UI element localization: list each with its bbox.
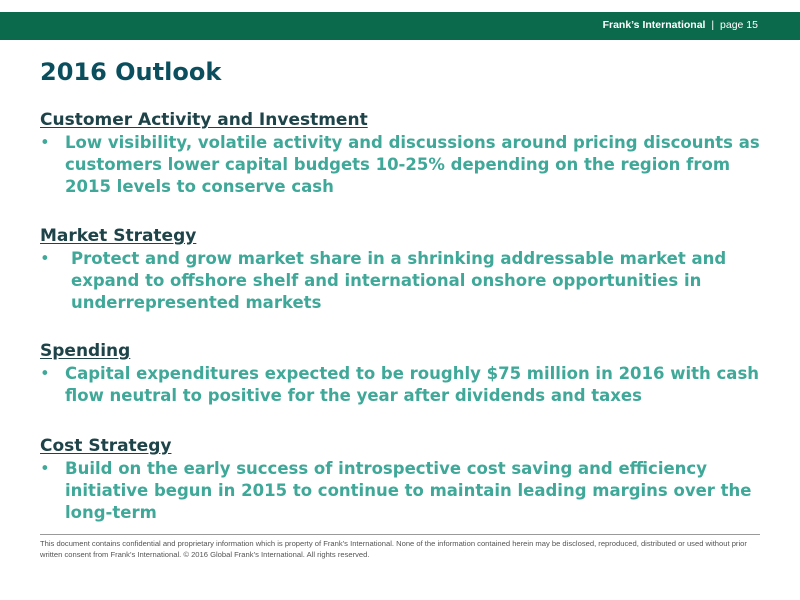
section-spending [40, 340, 770, 407]
bullet-item [40, 132, 770, 198]
bullet-icon: • [40, 364, 50, 383]
bullet-text: Low visibility, volatile activity and discussions around pricing discounts as customers lower capital budgets 10-25% depending on the region from 2015 levels to conserve cash [65, 133, 760, 196]
page-title: 2016 Outlook [40, 58, 222, 86]
section-heading: Spending [40, 341, 131, 361]
footer-divider [40, 534, 760, 535]
section-heading: Market Strategy [40, 226, 197, 246]
footer-disclaimer: This document contains confidential and proprietary information which is property of Frank’s International. None of the information contained herein may be disclosed, reproduced, distributed or used without prior written consent from Frank’s International. © 2016 Global Frank’s International. All rights reserved. [40, 539, 747, 559]
section-customer-activity [40, 109, 770, 198]
company-name: Frank’s International [602, 19, 706, 31]
bullet-text: Capital expenditures expected to be roughly $75 million in 2016 with cash flow neutral to positive for the year after dividends and taxes [65, 364, 760, 405]
header-page-label [603, 19, 758, 31]
bullet-icon: • [40, 459, 50, 478]
bullet-icon: • [40, 133, 50, 152]
bullet-item [40, 248, 770, 314]
header-bar [0, 12, 800, 40]
section-heading: Cost Strategy [40, 436, 172, 456]
header-separator: | [711, 19, 715, 31]
section-heading: Customer Activity and Investment [40, 110, 368, 130]
bullet-text: Protect and grow market share in a shrinking addressable market and expand to offshore shelf and international onshore opportunities in underrepresented markets [71, 249, 727, 312]
section-market-strategy [40, 225, 770, 314]
bullet-text: Build on the early success of introspective cost saving and efficiency initiative begun in 2015 to continue to maintain leading margins over the long-term [65, 459, 752, 522]
bullet-item [40, 458, 770, 524]
section-cost-strategy [40, 435, 770, 524]
bullet-icon: • [40, 249, 50, 268]
bullet-item [40, 363, 770, 407]
page-number: page 15 [720, 19, 758, 31]
